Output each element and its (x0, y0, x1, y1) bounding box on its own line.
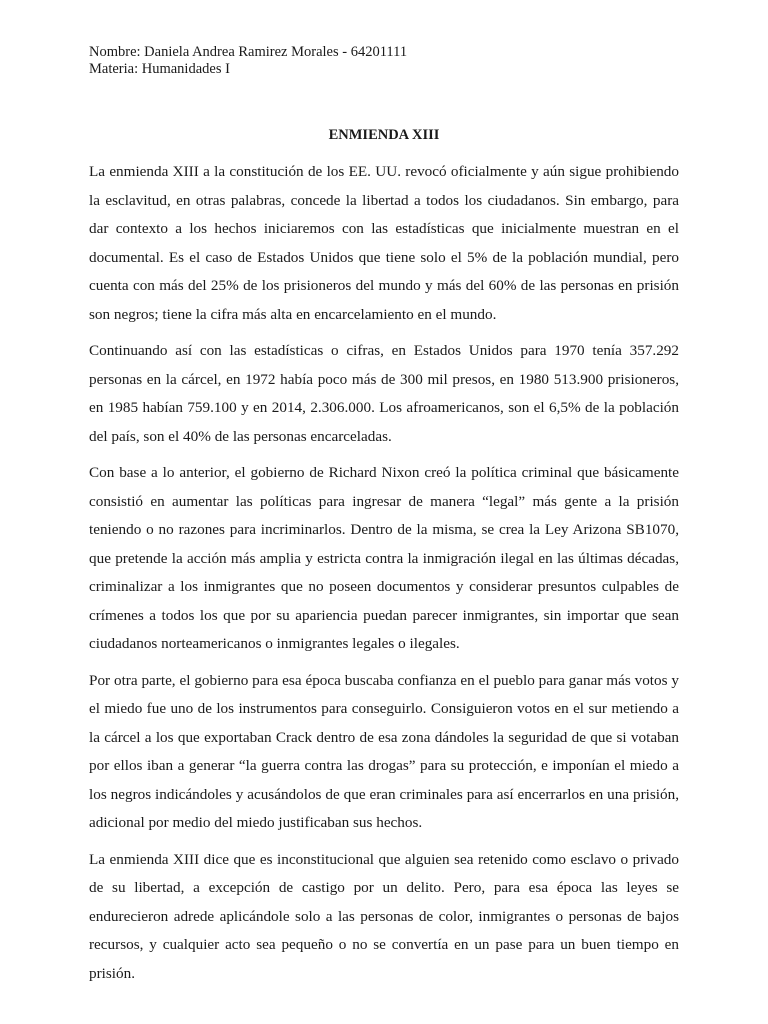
document-title: ENMIENDA XIII (328, 127, 440, 143)
subject-line: Materia: Humanidades I (89, 61, 230, 77)
student-name-line: Nombre: Daniela Andrea Ramirez Morales - 64201111 (89, 44, 408, 60)
document-page (89, 44, 679, 988)
paragraph-4: Por otra parte, el gobierno para esa época buscaba confianza en el pueblo para ganar más votos y el miedo fue uno de los instrumentos para conseguirlo. Consiguieron votos en el sur metiendo a la cárcel a los que exportaban Crack dentro de esa zona dándoles la seguridad de que si votaban por ellos iban a generar “la guerra contra las drogas” para su protección, e imponían el miedo a los negros indicándoles y acusándolos de que eran criminales para así encerrarlos en una prisión, adicional por medio del miedo justificaban sus hechos. (89, 671, 679, 831)
paragraph-3: Con base a lo anterior, el gobierno de Richard Nixon creó la política criminal que básicamente consistió en aumentar las políticas para ingresar de manera “legal” más gente a la prisión teniendo o no razones para incriminarlos. Dentro de la misma, se crea la Ley Arizona SB1070, que pretende la acción más amplia y estricta contra la inmigración ilegal en las últimas décadas, criminalizar a los inmigrantes que no poseen documentos y considerar presuntos culpables de crímenes a todos los que por su apariencia puedan parecer inmigrantes, sin importar que sean ciudadanos norteamericanos o inmigrantes legales o ilegales. (89, 464, 679, 652)
paragraph-5: La enmienda XIII dice que es inconstitucional que alguien sea retenido como esclavo o privado de su libertad, a excepción de castigo por un delito. Pero, para esa época las leyes se endurecieron adrede aplicándole solo a las personas de color, inmigrantes o personas de bajos recursos, y cualquier acto sea pequeño o no se convertía en un pase para un buen tiempo en prisión. (89, 850, 679, 982)
paragraph-1: La enmienda XIII a la constitución de los EE. UU. revocó oficialmente y aún sigue prohibiendo la esclavitud, en otras palabras, concede la libertad a todos los ciudadanos. Sin embargo, para dar contexto a los hechos iniciaremos con las estadísticas que inicialmente muestran en el documental. Es el caso de Estados Unidos que tiene solo el 5% de la población mundial, pero cuenta con más del 25% de los prisioneros del mundo y más del 60% de las personas en prisión son negros; tiene la cifra más alta en encarcelamiento en el mundo. (89, 163, 679, 323)
paragraph-2: Continuando así con las estadísticas o cifras, en Estados Unidos para 1970 tenía 357.292 personas en la cárcel, en 1972 había poco más de 300 mil presos, en 1980 513.900 prisioneros, en 1985 habían 759.100 y en 2014, 2.306.000. Los afroamericanos, son el 6,5% de la población del país, son el 40% de las personas encarceladas. (89, 342, 679, 445)
